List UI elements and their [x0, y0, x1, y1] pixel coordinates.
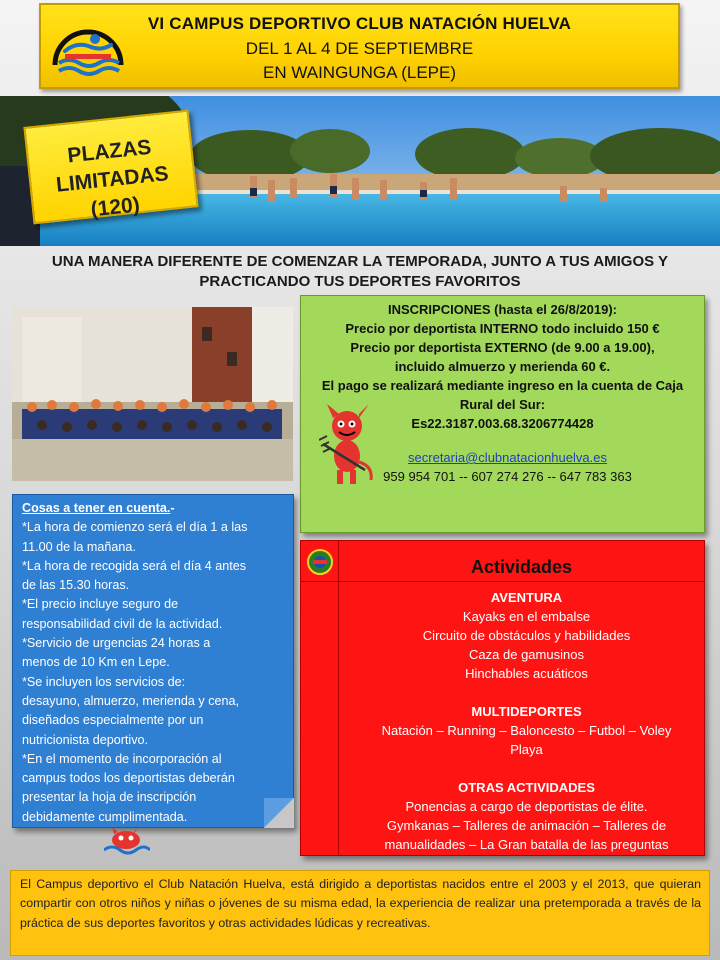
header-banner [39, 3, 680, 89]
price-external: Precio por deportista EXTERNO (de 9.00 a 19.00), [350, 340, 655, 355]
note-line: diseñados especialmente por un [22, 713, 204, 728]
note-line: *Se incluyen los servicios de: [22, 674, 186, 689]
note-line: 11.00 de la mañana. [22, 539, 136, 554]
other-item: Ponencias a cargo de deportistas de élite. [405, 799, 648, 814]
note-line: *La hora de recogida será el día 4 antes [22, 558, 247, 573]
devil-swimmer-icon [104, 826, 150, 856]
adventure-item: Kayaks en el embalse [462, 609, 591, 624]
multisport-line: Playa [510, 742, 543, 757]
note-line: *Servicio de urgencias 24 horas a [22, 636, 211, 651]
adventure-heading: AVENTURA [490, 590, 563, 605]
multisport-heading: MULTIDEPORTES [471, 704, 582, 719]
note-line: nutricionista deportivo. [22, 732, 149, 747]
adventure-item: Hinchables acuáticos [465, 666, 588, 681]
note-line: *El precio incluye seguro de [22, 597, 179, 612]
badge-line-1: PLAZAS [66, 135, 153, 168]
activities-list [353, 588, 700, 854]
payment-info: El pago se realizará mediante ingreso en la cuenta de Caja [321, 378, 684, 393]
activities-title: Actividades [470, 557, 573, 577]
group-photo [12, 307, 293, 481]
notes-box [12, 494, 294, 828]
campus-title: VI CAMPUS DEPORTIVO CLUB NATACIÓN HUELVA [147, 14, 572, 33]
slogan-line-1: UNA MANERA DIFERENTE DE COMENZAR LA TEMPORADA, JUNTO A TUS AMIGOS Y [51, 253, 669, 270]
price-external-detail: incluido almuerzo y merienda 60 €. [394, 359, 611, 374]
phone-numbers: 959 954 701 -- 607 274 276 -- 647 783 363 [383, 469, 632, 484]
devil-mascot-icon [319, 400, 377, 488]
note-line: desayuno, almuerzo, merienda y cena, [22, 693, 240, 708]
price-internal: Precio por deportista INTERNO todo incluido 150 € [345, 321, 660, 336]
limited-places-badge [23, 110, 198, 225]
activities-box [300, 540, 705, 856]
other-item: Gymkanas – Talleres de animación – Talleres de [386, 818, 667, 833]
adventure-item: Caza de gamusinos [469, 647, 584, 662]
campus-dates: DEL 1 AL 4 DE SEPTIEMBRE [245, 39, 474, 58]
adventure-item: Circuito de obstáculos y habilidades [422, 628, 631, 643]
note-line: *En el momento de incorporación al [22, 751, 222, 766]
bank-account: Es22.3187.003.68.3206774428 [411, 416, 594, 431]
other-heading: OTRAS ACTIVIDADES [458, 780, 595, 795]
note-line: campus todos los deportistas deberán [22, 771, 235, 786]
registration-box [300, 295, 705, 533]
email-link[interactable]: secretaria@clubnatacionhuelva.es [408, 450, 607, 465]
campus-description: El Campus deportivo el Club Natación Huelva, está dirigido a deportistas nacidos entre el 2003 y el 2013, que quieran compartir con otros niños y niñas o jóvenes de su misma edad, la experiencia de realizar una pretemporada a través de la práctica de sus deportes favoritos y otras actividades lúdicas y recreativas. [10, 870, 710, 956]
other-item: manualidades – La Gran batalla de las preguntas [384, 837, 669, 852]
payment-bank: Rural del Sur: [459, 397, 546, 412]
multisport-line: Natación – Running – Baloncesto – Futbol – Voley [381, 723, 672, 738]
campus-location: EN WAINGUNGA (LEPE) [262, 63, 456, 82]
note-line: *La hora de comienzo será el día 1 a las [22, 520, 248, 535]
notes-title: Cosas a tener en cuenta.- [22, 501, 175, 515]
badge-line-2: LIMITADAS (120) [55, 162, 170, 222]
registration-heading: INSCRIPCIONES (hasta el 26/8/2019): [387, 302, 618, 317]
page-fold-corner [264, 798, 294, 828]
note-line: presentar la hoja de inscripción [22, 790, 197, 805]
slogan-line-2: PRACTICANDO TUS DEPORTES FAVORITOS [199, 273, 521, 290]
slogan [10, 252, 710, 292]
note-line: debidamente cumplimentada. [22, 809, 188, 824]
note-line: menos de 10 Km en Lepe. [22, 655, 170, 670]
note-line: responsabilidad civil de la actividad. [22, 616, 223, 631]
note-line: de las 15.30 horas. [22, 578, 130, 593]
club-badge-icon [307, 549, 333, 575]
